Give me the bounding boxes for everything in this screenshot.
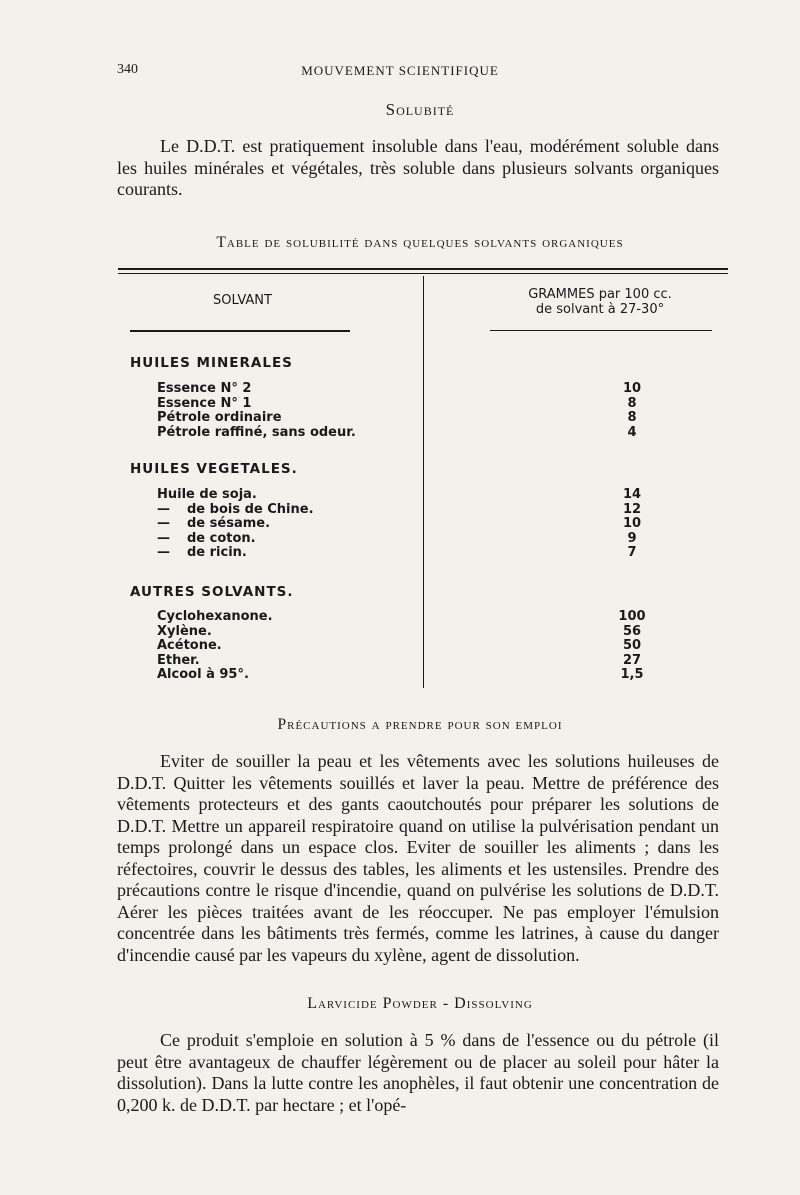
group-rows <box>157 487 642 561</box>
table-row: Pétrole ordinaire 8 <box>157 410 637 426</box>
table-row: Xylène. 56 <box>157 623 642 639</box>
column-header-grammes: GRAMMES par 100 cc. de solvant à 27-30° <box>528 287 672 317</box>
table-top-rule <box>118 268 728 270</box>
table-row: Alcool à 95°. 1,5 <box>157 667 644 683</box>
running-title: MOUVEMENT SCIENTIFIQUE <box>301 63 499 78</box>
group-heading: HUILES VEGETALES. <box>130 461 298 477</box>
section-title-solubilite: Solubité <box>385 100 455 119</box>
column-header-solvant: SOLVANT <box>213 293 272 308</box>
column-rule-left <box>130 330 350 332</box>
table-row: Essence N° 1 8 <box>157 395 637 411</box>
group-heading: AUTRES SOLVANTS. <box>130 584 294 600</box>
group-heading: HUILES MINERALES <box>130 355 293 371</box>
group-rows <box>157 381 642 440</box>
table-row: Essence N° 2 10 <box>157 381 642 396</box>
paragraph-solubilite: Le D.D.T. est pratiquement insoluble dans l'eau, modérément soluble dans les huiles minérales et végétales, très soluble dans plusieurs solvants organiques courants. <box>117 136 719 199</box>
table-row: Cyclohexanone. 100 <box>157 609 646 624</box>
table-row: — de coton. 9 <box>157 530 637 546</box>
section-title-larvicide: Larvicide Powder - Dissolving <box>307 995 533 1012</box>
group-rows <box>157 609 646 683</box>
column-rule-right <box>490 330 712 331</box>
table-row: Acétone. 50 <box>157 638 642 654</box>
page-number: 340 <box>117 62 138 77</box>
section-title-precautions: Précautions a prendre pour son emploi <box>277 716 563 733</box>
table-row: — de ricin. 7 <box>157 545 637 561</box>
paragraph-larvicide: Ce produit s'emploie en solution à 5 % dans de l'essence ou du pétrole (il peut être avantageux de chauffer légèrement ou de placer au soleil pour hâter la dissolution). Dans la lutte contre les anophèles, il faut obtenir une concentration de 0,200 k. de D.D.T. par hectare ; et l'opé- <box>117 1030 719 1115</box>
paragraph-precautions: Eviter de souiller la peau et les vêtements avec les solutions huileuses de D.D.T. Quitter les vêtements souillés et laver la peau. Mettre de préférence des vêtements protecteurs et des gants caoutchoutés pour préparer les solutions de D.D.T. Mettre un appareil respiratoire quand on utilise la pulvérisation pendant un temps prolongé dans un espace clos. Eviter de souiller les aliments ; dans les réfectoires, couvrir le dessus des tables, les aliments et les ustensiles. Prendre des précautions contre le risque d'incendie, quand on pulvérise les solutions de D.D.T. Aérer les pièces traitées avant de les réoccuper. Ne pas employer l'émulsion concentrée dans les bâtiments très fermés, comme les latrines, à cause du danger d'incendie causé par les vapeurs du xylène, agent de dissolution. <box>117 751 719 965</box>
table-top-rule-2 <box>118 273 728 274</box>
table-title: Table de solubilité dans quelques solvants organiques <box>216 234 624 251</box>
table-row: Huile de soja. 14 <box>157 487 642 502</box>
table-column-divider <box>423 276 424 688</box>
table-row: — de sésame. 10 <box>157 516 642 532</box>
table-row: Ether. 27 <box>157 652 642 668</box>
table-row: — de bois de Chine. 12 <box>157 501 642 517</box>
table-row: Pétrole raffiné, sans odeur. 4 <box>157 424 637 440</box>
